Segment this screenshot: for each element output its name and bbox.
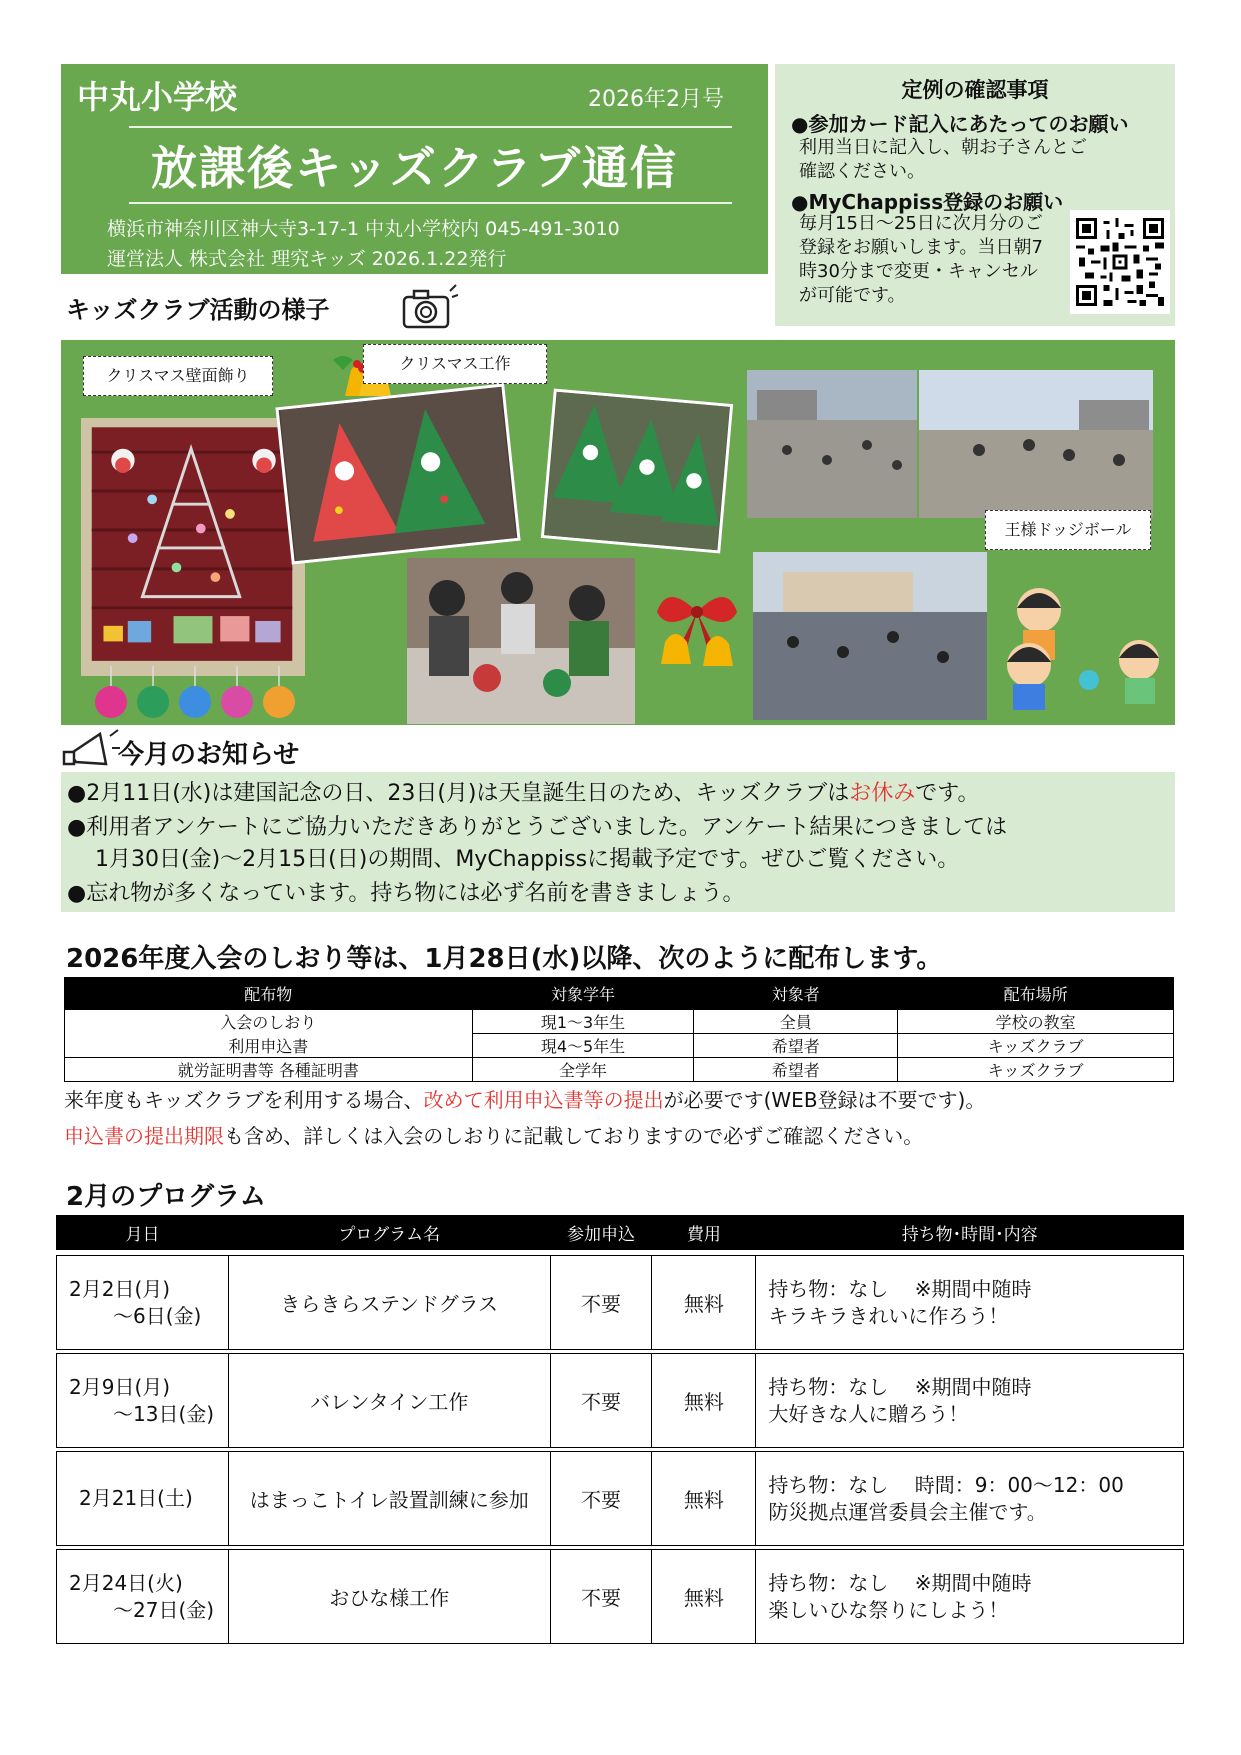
program-date: 2月2日(月) ～6日(金) [57,1256,229,1350]
program-apply: 不要 [550,1550,652,1644]
program-fee: 無料 [652,1452,756,1546]
table-cell: 全員 [694,1010,898,1034]
program-name: きらきらステンドグラス [228,1256,550,1350]
program-heading: 2月のプログラム [66,1182,266,1212]
kids-illustration [989,580,1175,720]
address: 横浜市神奈川区神大寺3-17-1 中丸小学校内 045-491-3010 [107,218,620,240]
program-date: 2月9日(月) ～13日(金) [57,1354,229,1448]
program-details: 持ち物：なし ※期間中随時 キラキラきれいに作ろう！ [756,1256,1184,1350]
program-date: 2月21日(土) [57,1452,229,1546]
playground-photo [747,370,917,518]
program-details: 持ち物：なし ※期間中随時 大好きな人に贈ろう！ [756,1354,1184,1448]
table-cell: 全学年 [472,1058,694,1082]
ornament-icons [91,666,301,722]
notice-heading: 今月のお知らせ [118,740,300,770]
table-cell: 現4～5年生 [472,1034,694,1058]
program-name: バレンタイン工作 [228,1354,550,1448]
table-cell: 希望者 [694,1058,898,1082]
table-header-row [65,978,1174,1010]
newsletter-title: 放課後キッズクラブ通信 [150,141,679,195]
regular-confirm-box [775,64,1175,326]
table-row [57,1550,1184,1644]
program-fee: 無料 [652,1550,756,1644]
photo-label-wall: クリスマス壁面飾り [83,356,273,396]
notice-line: 1月30日(金)～2月15日(日)の期間、MyChappissに掲載予定です。ぜひご覧ください。 [95,847,960,872]
table-row [65,1058,1174,1082]
column-header: 費用 [652,1216,756,1250]
program-apply: 不要 [550,1354,652,1448]
distribution-note: 申込書の提出期限も含め、詳しくは入会のしおりに記載しておりますので必ずご確認ください。 [64,1124,924,1148]
column-header: 月日 [57,1216,229,1250]
column-header: 持ち物･時間･内容 [756,1216,1184,1250]
confirm-title: 定例の確認事項 [901,78,1049,102]
table-row [65,1010,1174,1034]
newsletter-header [61,64,768,274]
craft-photo [541,388,733,553]
camera-icon [398,283,458,333]
confirm-item-title: ●MyChappiss登録のお願い [791,190,1064,214]
table-cell: 学校の教室 [898,1010,1174,1034]
program-apply: 不要 [550,1452,652,1546]
column-header: 配布物 [65,978,473,1010]
table-header-row [57,1216,1184,1250]
confirm-item-body: 毎月15日～25日に次月分のご登録をお願いします。当日朝7時30分まで変更・キャンセルが可能です。 [799,213,1044,306]
table-cell: 利用申込書 [65,1034,473,1058]
program-fee: 無料 [652,1354,756,1448]
notice-line: ●2月11日(水)は建国記念の日、23日(月)は天皇誕生日のため、キッズクラブはお休みです。 [67,781,980,806]
photo-label-craft: クリスマス工作 [363,344,547,384]
table-row [57,1354,1184,1448]
column-header: 参加申込 [550,1216,652,1250]
program-apply: 不要 [550,1256,652,1350]
table-row [57,1256,1184,1350]
photo-label-dodgeball: 王様ドッジボール [985,510,1151,550]
table-cell: キッズクラブ [898,1034,1174,1058]
megaphone-icon [60,724,120,772]
program-fee: 無料 [652,1256,756,1350]
activity-heading: キッズクラブ活動の様子 [66,296,330,324]
dodgeball-photo [753,552,987,720]
activity-photo-panel [61,340,1175,725]
table-row [65,1034,1174,1058]
divider [129,126,732,128]
table-cell: キッズクラブ [898,1058,1174,1082]
program-date: 2月24日(火) ～27日(金) [57,1550,229,1644]
column-header: 配布場所 [898,978,1174,1010]
notice-line: ●忘れ物が多くなっています。持ち物には必ず名前を書きましょう。 [67,881,745,906]
table-cell: 入会のしおり [65,1010,473,1034]
distribution-table [64,977,1174,1082]
operator-info: 運営法人 株式会社 理究キッズ 2026.1.22発行 [107,248,507,270]
distribution-note: 来年度もキッズクラブを利用する場合、改めて利用申込書等の提出が必要です(WEB登録は不要です)。 [64,1088,986,1112]
table-cell: 就労証明書等 各種証明書 [65,1058,473,1082]
table-row [57,1452,1184,1546]
program-table [56,1215,1184,1644]
notice-box [61,772,1175,912]
confirm-item-title: ●参加カード記入にあたってのお願い [791,112,1129,136]
notice-line: ●利用者アンケートにご協力いただきありがとうございました。アンケート結果につきましては [67,815,1008,840]
ribbon-bell-icon [647,582,747,682]
playground-photo [919,370,1153,518]
issue-label: 2026年2月号 [588,87,724,112]
craft-photo [275,383,520,564]
column-header: 対象者 [694,978,898,1010]
program-name: おひな様工作 [228,1550,550,1644]
wall-decoration-photo [81,418,305,676]
program-details: 持ち物：なし 時間：9：00～12：00 防災拠点運営委員会主催です。 [756,1452,1184,1546]
table-cell: 希望者 [694,1034,898,1058]
distribution-heading: 2026年度入会のしおり等は、1月28日(水)以降、次のように配布します。 [66,944,943,974]
confirm-item-body: 利用当日に記入し、朝お子さんとご確認ください。 [799,137,1087,182]
program-details: 持ち物：なし ※期間中随時 楽しいひな祭りにしよう！ [756,1550,1184,1644]
program-name: はまっこトイレ設置訓練に参加 [228,1452,550,1546]
column-header: 対象学年 [472,978,694,1010]
divider [129,202,732,204]
school-name: 中丸小学校 [77,78,238,116]
kids-crafting-photo [407,558,635,724]
column-header: プログラム名 [228,1216,550,1250]
qr-code[interactable] [1070,210,1170,314]
table-cell: 現1～3年生 [472,1010,694,1034]
